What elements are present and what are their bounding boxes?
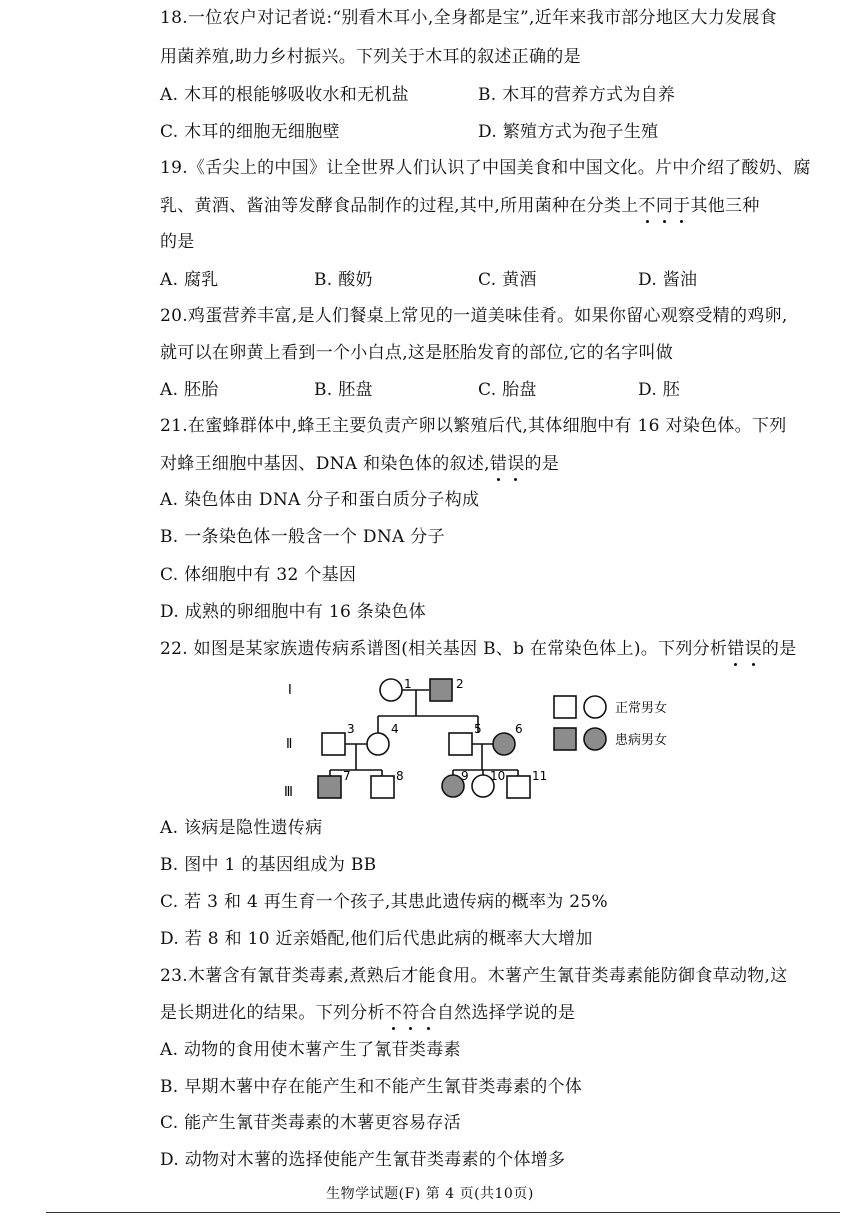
legend-normal-male [554, 696, 576, 718]
q20-stem-line-1: 20.鸡蛋营养丰富,是人们餐桌上常见的一道美味佳肴。如果你留心观察受精的鸡卵, [160, 306, 788, 326]
pedigree-individual-11 [507, 776, 530, 798]
pedigree-individual-6 [493, 733, 515, 755]
q18-stem-line-2: 用菌养殖,助力乡村振兴。下列关于木耳的叙述正确的是 [160, 47, 581, 67]
legend-affected-female [584, 728, 606, 750]
pedigree-individual-8 [371, 776, 394, 798]
q19-stem-line-2: 乳、黄酒、酱油等发酵食品制作的过程,其中,所用菌种在分类上不同于其他三种 [160, 196, 760, 216]
q21-stem-line-2: 对蜂王细胞中基因、DNA 和染色体的叙述,错误的是 [160, 454, 560, 474]
q20-option-b: B. 胚盘 [314, 380, 373, 400]
pedigree-id-4: 4 [391, 722, 399, 736]
pedigree-individual-3 [322, 733, 345, 755]
q21-option-a: A. 染色体由 DNA 分子和蛋白质分子构成 [160, 490, 480, 510]
q19-option-c: C. 黄酒 [478, 270, 537, 290]
q22-option-a: A. 该病是隐性遗传病 [160, 818, 323, 838]
q22-stem-line-1: 22. 如图是某家族遗传病系谱图(相关基因 B、b 在常染色体上)。下列分析错误的是 [160, 639, 797, 659]
q20-stem-line-2: 就可以在卵黄上看到一个小白点,这是胚胎发育的部位,它的名字叫做 [160, 343, 674, 363]
q23-option-b: B. 早期木薯中存在能产生和不能产生氰苷类毒素的个体 [160, 1077, 583, 1097]
generation-label-i: Ⅰ [288, 683, 292, 698]
q18-option-d: D. 繁殖方式为孢子生殖 [478, 122, 659, 142]
pedigree-id-1: 1 [404, 677, 412, 691]
pedigree-id-8: 8 [396, 769, 404, 783]
pedigree-id-7: 7 [343, 769, 351, 783]
pedigree-id-10: 10 [490, 769, 506, 783]
q19-option-a: A. 腐乳 [160, 270, 219, 290]
pedigree-individual-5 [449, 733, 472, 755]
generation-label-ii: Ⅱ [286, 737, 293, 752]
q20-option-d: D. 胚 [638, 380, 681, 400]
q23-stem-line-1: 23.木薯含有氰苷类毒素,煮熟后才能食用。木薯产生氰苷类毒素能防御食草动物,这 [160, 966, 788, 986]
pedigree-individual-2 [430, 679, 452, 701]
q22-option-d: D. 若 8 和 10 近亲婚配,他们后代患此病的概率大大增加 [160, 929, 593, 949]
legend-affected-male [554, 728, 576, 750]
pedigree-individual-1 [380, 679, 402, 701]
q21-stem-line-1: 21.在蜜蜂群体中,蜂王主要负责产卵以繁殖后代,其体细胞中有 16 对染色体。下列 [160, 416, 787, 436]
q19-option-d: D. 酱油 [638, 270, 698, 290]
pedigree-individual-7 [318, 776, 341, 798]
pedigree-individual-4 [367, 733, 389, 755]
q18-stem-line-1: 18.一位农户对记者说:“别看木耳小,全身都是宝”,近年来我市部分地区大力发展食 [160, 8, 777, 28]
q19-stem-line-1: 19.《舌尖上的中国》让全世界人们认识了中国美食和中国文化。片中介绍了酸奶、腐 [160, 158, 811, 178]
legend-normal-female [584, 696, 606, 718]
q21-option-b: B. 一条染色体一般含一个 DNA 分子 [160, 527, 445, 547]
q21-option-c: C. 体细胞中有 32 个基因 [160, 565, 357, 585]
generation-label-iii: Ⅲ [284, 785, 293, 800]
q18-option-b: B. 木耳的营养方式为自养 [478, 85, 676, 105]
page-footer: 生物学试题(F) 第 4 页(共10页) [326, 1186, 534, 1202]
q18-option-c: C. 木耳的细胞无细胞壁 [160, 122, 340, 142]
q19-option-b: B. 酸奶 [314, 270, 373, 290]
pedigree-id-3: 3 [347, 722, 355, 736]
q22-option-c: C. 若 3 和 4 再生育一个孩子,其患此遗传病的概率为 25% [160, 892, 608, 912]
q23-option-d: D. 动物对木薯的选择使能产生氰苷类毒素的个体增多 [160, 1150, 566, 1170]
q18-option-a: A. 木耳的根能够吸收水和无机盐 [160, 85, 409, 105]
q22-option-b: B. 图中 1 的基因组成为 BB [160, 855, 377, 875]
legend-normal-label: 正常男女 [615, 701, 668, 716]
pedigree-diagram [0, 660, 860, 810]
pedigree-id-9: 9 [461, 769, 469, 783]
q20-option-c: C. 胎盘 [478, 380, 537, 400]
pedigree-id-2: 2 [456, 677, 464, 691]
pedigree-id-11: 11 [532, 769, 548, 783]
pedigree-id-5: 5 [474, 722, 482, 736]
q19-stem-line-3: 的是 [160, 232, 195, 252]
q23-option-c: C. 能产生氰苷类毒素的木薯更容易存活 [160, 1113, 461, 1133]
q23-option-a: A. 动物的食用使木薯产生了氰苷类毒素 [160, 1040, 461, 1060]
bottom-rule [46, 1212, 840, 1213]
pedigree-id-6: 6 [515, 722, 523, 736]
q23-stem-line-2: 是长期进化的结果。下列分析不符合自然选择学说的是 [160, 1003, 576, 1023]
legend-affected-label: 患病男女 [615, 733, 668, 748]
q21-option-d: D. 成熟的卵细胞中有 16 条染色体 [160, 602, 426, 622]
q20-option-a: A. 胚胎 [160, 380, 219, 400]
